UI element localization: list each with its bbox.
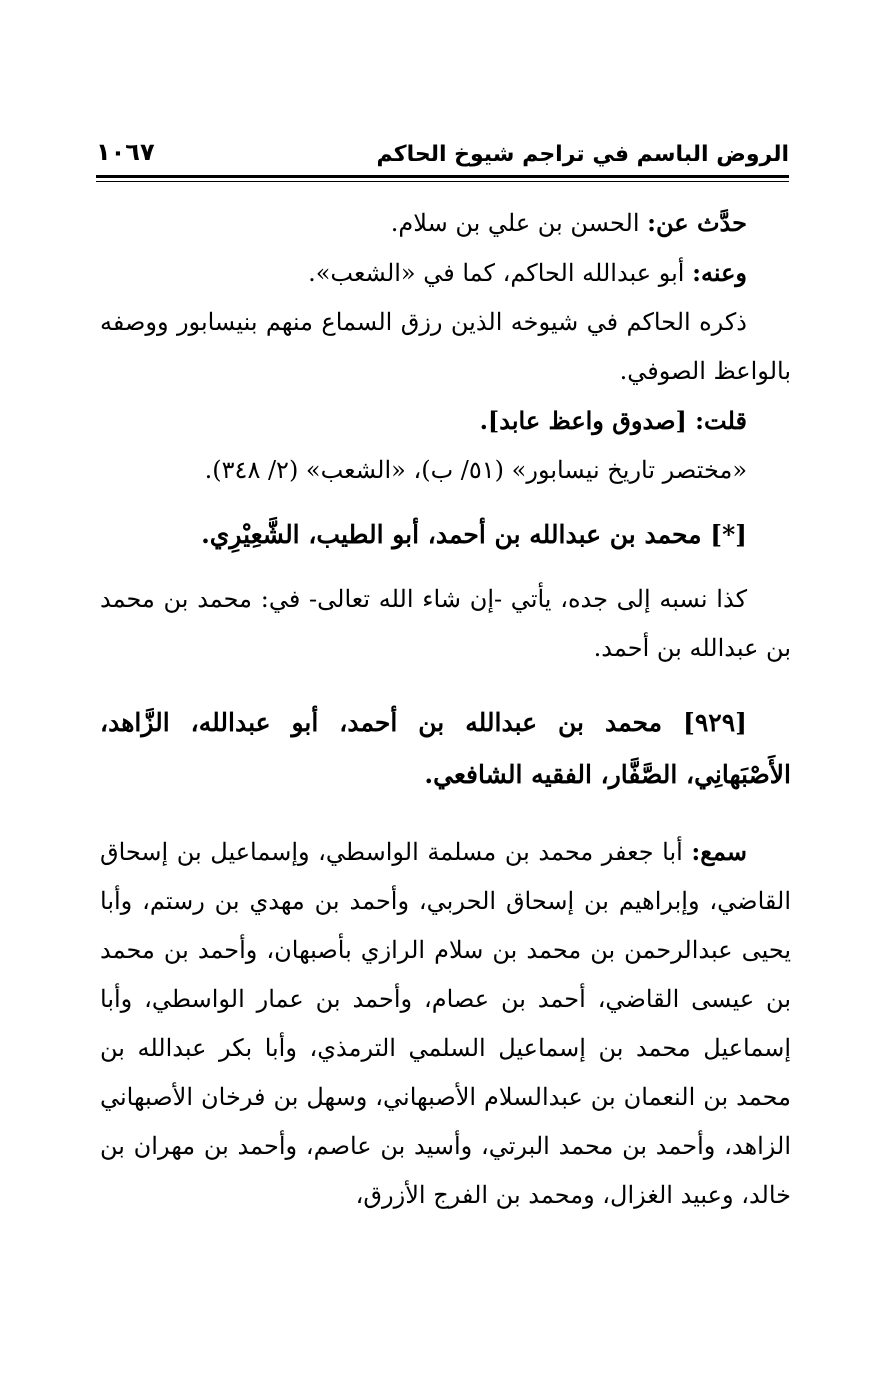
anhu-line [100,248,791,298]
samia-label: سمع: [691,837,747,866]
sources-line: «مختصر تاريخ نيسابور» (٥١/ ب)، «الشعب» (٢/ ٣٤٨). [204,456,747,484]
running-title: الروض الباسم في تراجم شيوخ الحاكم [376,142,789,167]
entry-star-text: كذا نسبه إلى جده، يأتي -إن شاء الله تعالى- في: محمد بن محمد بن عبدالله بن أحمد. [100,585,791,662]
qultu-text: [صدوق واعظ عابد]. [479,406,696,435]
page-number: ١٠٦٧ [96,138,155,166]
anhu-label: وعنه: [692,258,747,287]
dhikr-paragraph: ذكره الحاكم في شيوخه الذين رزق السماع منهم بنيسابور ووصفه بالواعظ الصوفي. [100,308,791,385]
header-rule-thick [96,175,789,178]
page-header [96,135,789,175]
header-rule-thin [96,181,789,182]
entry-star-heading: [*] محمد بن عبدالله بن أحمد، أبو الطيب، الشَّعِيْرِي. [201,520,747,549]
entry-929-heading: [٩٢٩] محمد بن عبدالله بن أحمد، أبو عبدالله، الزَّاهد، الأَصْبَهانِي، الصَّفَّار، الفقيه الشافعي. [100,708,791,789]
haddatha-label: حدَّث عن: [647,208,747,237]
qultu-label: قلت: [695,406,747,435]
samia-text: أبا جعفر محمد بن مسلمة الواسطي، وإسماعيل بن إسحاق القاضي، وإبراهيم بن إسحاق الحربي، وأحمد بن مهدي بن رستم، وأبا يحيى عبدالرحمن بن محمد بن سلام الرازي بأصبهان، وأحمد بن محمد بن عيسى القاضي، أحمد بن عصام، وأحمد بن عمار الواسطي، وأبا إسماعيل محمد بن إسماعيل السلمي الترمذي، وأبا بكر عبدالله بن محمد بن النعمان بن عبدالسلام الأصبهاني، وسهل بن فرخان الأصبهاني الزاهد، وأحمد بن محمد البرتي، وأسيد بن عاصم، وأحمد بن مهران بن خالد، وعبيد الغزال، ومحمد بن الفرج الأزرق، [100,838,791,1209]
qultu-line [100,396,791,446]
page-body [100,198,791,1220]
samia-paragraph [100,827,791,1220]
haddatha-text: الحسن بن علي بن سلام. [390,209,648,237]
haddatha-line [100,198,791,248]
anhu-text: أبو عبدالله الحاكم، كما في «الشعب». [308,259,693,287]
